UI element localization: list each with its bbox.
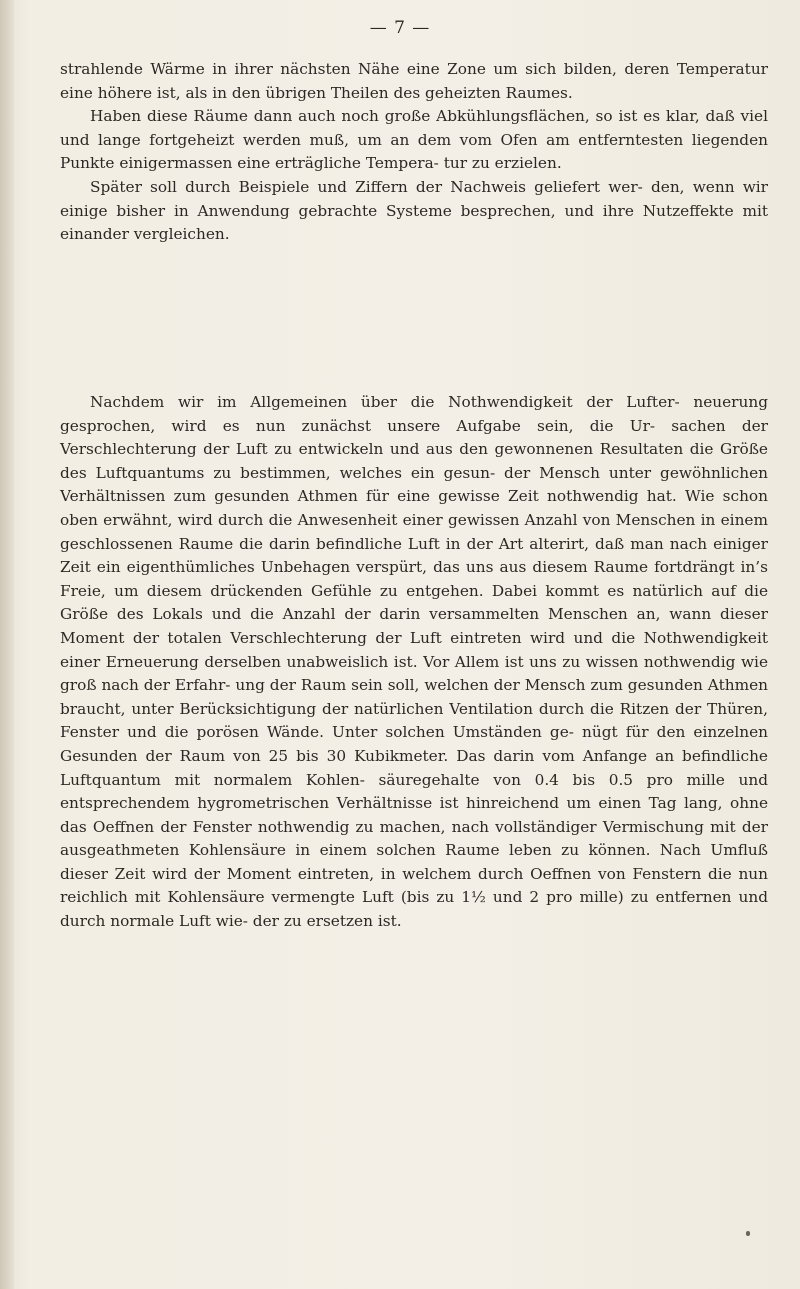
paragraph-continuation: strahlende Wärme in ihrer nächsten Nähe eine Zone um sich bilden, deren Temperatur eine höhere ist, als in den übrigen Theilen des geheizten Raumes. [60,60,768,102]
text-section-2 [60,391,768,934]
binding-gutter [0,0,14,1289]
ink-speck [746,1231,750,1236]
paragraph-examples-promise: Später soll durch Beispiele und Ziffern der Nachweis geliefert wer- den, wenn wir einige bisher in Anwendung gebrachte Systeme besprechen, und ihre Nutzeffekte mit einander vergleichen. [60,177,768,244]
paragraph-cooling-surfaces: Haben diese Räume dann auch noch große Abkühlungsflächen, so ist es klar, daß viel und lange fortgeheizt werden muß, um an dem vom Ofen am entferntesten liegenden Punkte einigermassen eine erträgliche Tempera- tur zu erzielen. [60,107,768,173]
page-number: — 7 — [369,18,431,38]
paragraph-air-renewal: Nachdem wir im Allgemeinen über die Nothwendigkeit der Lufter- neuerung gesprochen, wird es nun zunächst unsere Aufgabe sein, die Ur- sachen der Verschlechterung der Luft zu entwickeln und aus den gewonnenen Resultaten die Größe des Luftquantums zu bestimmen, welches ein gesun- der Mensch unter gewöhnlichen Verhältnissen zum gesunden Athmen für eine gewisse Zeit nothwendig hat. Wie schon oben erwähnt, wird durch die Anwesenheit einer gewissen Anzahl von Menschen in einem geschlossenen Raume die darin befindliche Luft in der Art alterirt, daß man nach einiger Zeit ein eigenthümliches Unbehagen verspürt, das uns aus diesem Raume fortdrängt in’s Freie, um diesem drückenden Gefühle zu entgehen. Dabei kommt es natürlich auf die Größe des Lokals und die Anzahl der darin versammelten Menschen an, wann dieser Moment der totalen Verschlechterung der Luft eintreten wird und die Nothwendigkeit einer Erneuerung derselben unabweislich ist. Vor Allem ist uns zu wissen nothwendig wie groß nach der Erfahr- ung der Raum sein soll, welchen der Mensch zum gesunden Athmen braucht, unter Berücksichtigung der natürlichen Ventilation durch die Ritzen der Thüren, Fenster und die porösen Wände. Unter solchen Umständen ge- nügt für den einzelnen Gesunden der Raum von 25 bis 30 Kubikmeter. Das darin vom Anfange an befindliche Luftquantum mit normalem Kohlen- säuregehalte von 0.4 bis 0.5 pro mille und entsprechendem hygrometrischen Verhältnisse ist hinreichend um einen Tag lang, ohne das Oeffnen der Fenster nothwendig zu machen, nach vollständiger Vermischung mit der ausgeathmeten Kohlensäure in einem solchen Raume leben zu können. Nach Umfluß dieser Zeit wird der Moment eintreten, in welchem durch Oeffnen von Fenstern die nun reichlich mit Kohlensäure vermengte Luft (bis zu 1½ und 2 pro mille) zu entfernen und durch normale Luft wie- der zu ersetzen ist. [60,393,768,931]
text-section-1 [60,58,768,247]
